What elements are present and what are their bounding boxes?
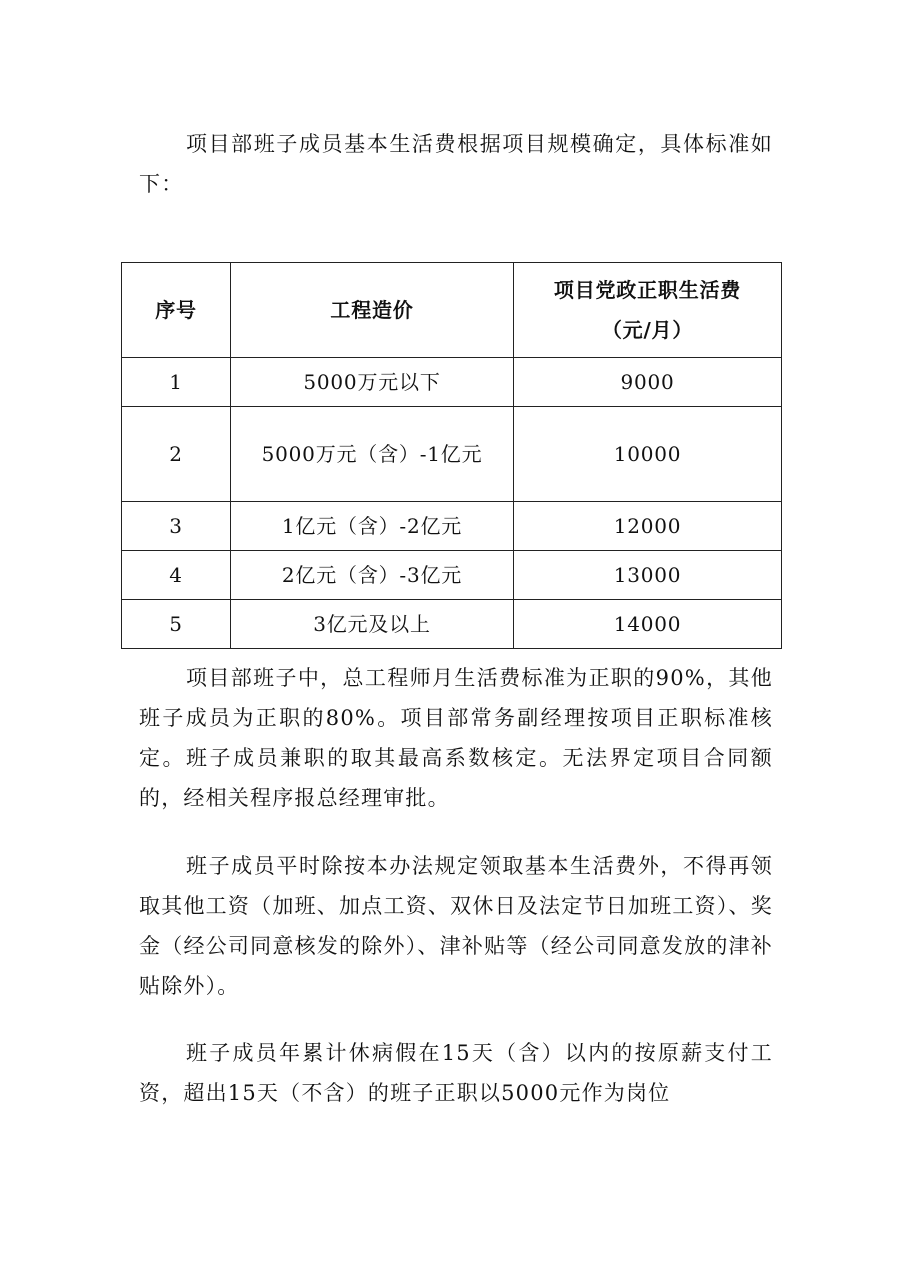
no-other-pay-paragraph: 班子成员平时除按本办法规定领取基本生活费外，不得再领取其他工资（加班、加点工资、双休日及法定节日加班工资）、奖金（经公司同意核发的除外）、津补贴等（经公司同意发放的津补贴除外）。	[139, 854, 773, 998]
cell-serial-number: 5	[122, 600, 231, 649]
cell-project-cost: 2亿元（含）-3亿元	[231, 551, 514, 600]
table-row	[122, 502, 782, 551]
cell-living-fee: 10000	[514, 407, 782, 502]
cell-serial-number: 4	[122, 551, 231, 600]
header-living-fee-title: 项目党政正职生活费	[553, 278, 742, 302]
cell-living-fee: 9000	[514, 358, 782, 407]
cell-project-cost: 3亿元及以上	[231, 600, 514, 649]
cell-living-fee: 14000	[514, 600, 782, 649]
cell-serial-number: 3	[122, 502, 231, 551]
table-header-row	[122, 263, 782, 358]
cell-project-cost: 5000万元（含）-1亿元	[231, 407, 514, 502]
table-row	[122, 600, 782, 649]
header-living-fee	[514, 263, 782, 358]
cell-living-fee: 12000	[514, 502, 782, 551]
header-project-cost: 工程造价	[231, 263, 514, 358]
header-serial-number: 序号	[122, 263, 231, 358]
cell-serial-number: 2	[122, 407, 231, 502]
table-row	[122, 551, 782, 600]
sick-leave-paragraph: 班子成员年累计休病假在15天（含）以内的按原薪支付工资，超出15天（不含）的班子正职以5000元作为岗位	[139, 1041, 773, 1105]
intro-paragraph: 项目部班子成员基本生活费根据项目规模确定，具体标准如下：	[139, 132, 773, 196]
cell-project-cost: 1亿元（含）-2亿元	[231, 502, 514, 551]
living-fee-table	[121, 262, 782, 649]
chief-engineer-paragraph: 项目部班子中，总工程师月生活费标准为正职的90%，其他班子成员为正职的80%。项目部常务副经理按项目正职标准核定。班子成员兼职的取其最高系数核定。无法界定项目合同额的，经相关程序报总经理审批。	[139, 666, 773, 810]
cell-serial-number: 1	[122, 358, 231, 407]
table-row	[122, 407, 782, 502]
cell-living-fee: 13000	[514, 551, 782, 600]
table-row	[122, 358, 782, 407]
header-living-fee-unit: （元/月）	[601, 318, 694, 342]
cell-project-cost: 5000万元以下	[231, 358, 514, 407]
